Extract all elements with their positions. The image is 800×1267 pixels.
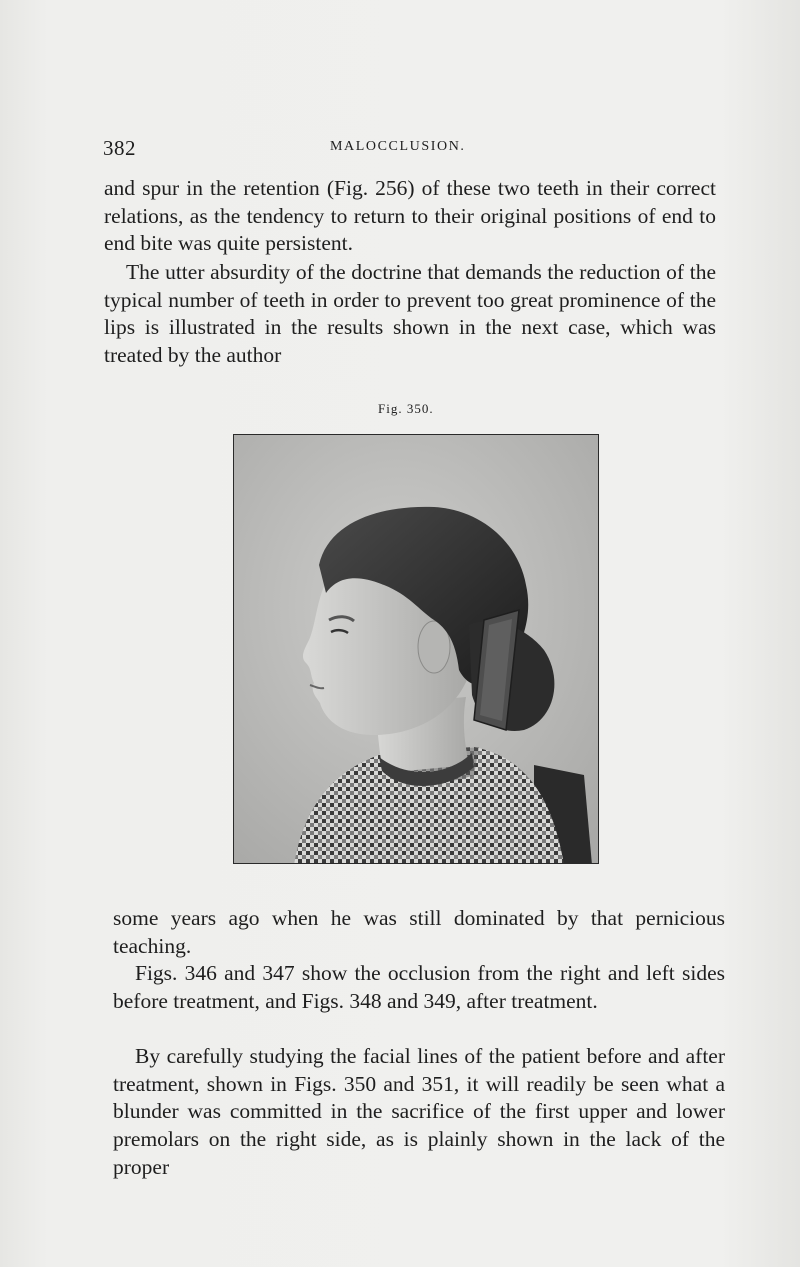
paragraph-figs-346-347: Figs. 346 and 347 show the occlusion from the right and left sides before treatment, and Figs. 348 and 349, after treatment. (113, 961, 725, 1013)
paragraph-continuation: and spur in the retention (Fig. 256) of these two teeth in their correct relations, as the tendency to return to their original positions of end to end bite was quite persistent. (104, 176, 716, 256)
paragraph-absurdity: The utter absurdity of the doctrine that demands the reduction of the typical number of teeth in order to prevent too great prominence of the lips is illustrated in the results shown in the next case, which was treated by the author (104, 260, 716, 368)
paragraph-continuation-2: some years ago when he was still dominated by that pernicious teaching. (113, 906, 725, 958)
girl-profile-portrait (234, 435, 599, 864)
figure-photograph (233, 434, 599, 864)
running-title: MALOCCLUSION. (330, 139, 466, 154)
figure-caption: Fig. 350. (378, 401, 434, 416)
page-number: 382 (103, 136, 136, 160)
paragraph-facial-lines: By carefully studying the facial lines of the patient before and after treatment, shown in Figs. 350 and 351, it will readily be seen what a blunder was committed in the sacrifice of the first upper and lower premolars on the right side, as is plainly shown in the lack of the proper (113, 1044, 725, 1179)
